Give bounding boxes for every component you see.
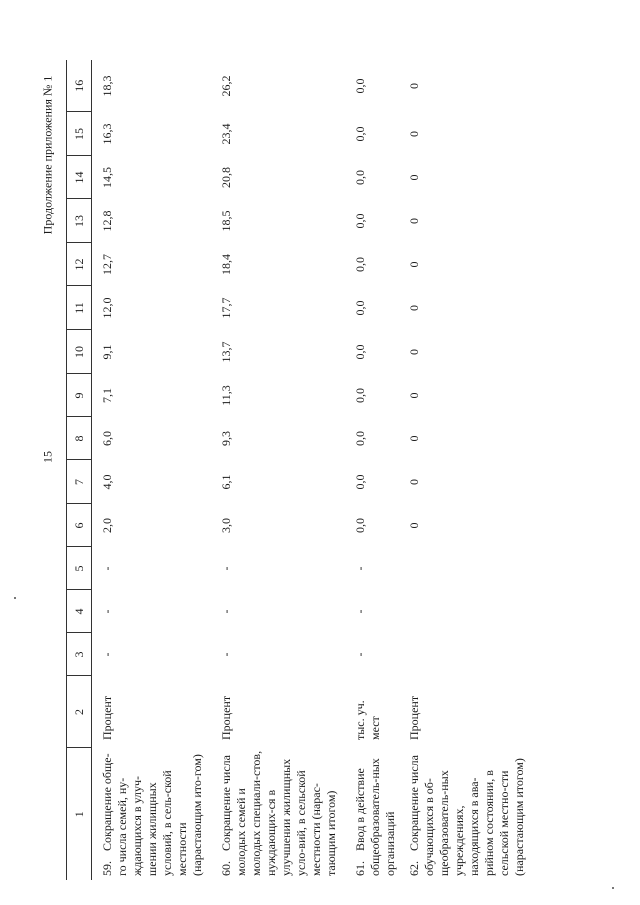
column-header: 3 — [67, 633, 92, 676]
value-cell: - — [352, 566, 367, 571]
column-header: 1 — [67, 748, 92, 880]
indicator-table — [66, 60, 532, 880]
value-cell: 0 — [406, 392, 421, 399]
column-header: 12 — [67, 243, 92, 286]
value-cell: 12,0 — [100, 297, 114, 319]
value-cell: 16,3 — [100, 123, 114, 145]
appendix-label: Продолжение приложения № 1 — [40, 75, 55, 235]
value-cell: 9,1 — [100, 344, 114, 360]
value-cell: - — [218, 609, 233, 614]
value-cell: 7,1 — [100, 388, 114, 403]
value-cell: - — [100, 566, 114, 571]
value-cell: 18,4 — [218, 254, 233, 275]
value-cell — [399, 590, 532, 633]
row-number: 59. — [100, 861, 114, 876]
value-cell: - — [100, 652, 114, 657]
indicator-name-cell — [92, 748, 211, 880]
indicator-name-cell — [211, 748, 345, 880]
scan-speck — [14, 597, 16, 599]
value-cell: - — [100, 609, 114, 614]
unit-cell: Процент — [406, 695, 421, 740]
value-cell: - — [352, 652, 367, 657]
value-cell: 0,0 — [352, 213, 367, 229]
unit-cell: Процент — [218, 695, 233, 740]
value-cell: 0 — [406, 218, 421, 224]
value-cell: 0 — [406, 261, 421, 268]
value-cell: 0,0 — [352, 126, 367, 142]
indicator-name: Сокращение числа молодых семей и молодых специали-стов, нуждающих-ся в улучшении жилищных усло-вий, в сельской местности (нарас-тающим итогом) — [218, 750, 338, 876]
column-header: 2 — [67, 676, 92, 748]
value-cell: 6,0 — [100, 431, 114, 446]
column-header: 8 — [67, 417, 92, 460]
indicator-name: Сокращение обще-го числа семей, ну-ждающихся в улуч-шении жилищных условий, в сель-ской местности (нарастающим ито-гом) — [100, 753, 204, 876]
column-header: 7 — [67, 460, 92, 504]
indicator-name: Ввод в действие общеобразователь-ных организаций — [352, 758, 397, 876]
value-cell — [399, 547, 532, 590]
value-cell: 0,0 — [352, 170, 367, 185]
value-cell: 23,4 — [218, 123, 233, 145]
value-cell: 0 — [406, 305, 421, 311]
table-row — [399, 60, 532, 880]
column-header: 14 — [67, 156, 92, 199]
table-row — [92, 60, 211, 880]
unit-cell: Процент — [100, 695, 114, 740]
page-number: 15 — [40, 451, 55, 463]
value-cell: 12,8 — [100, 210, 114, 232]
value-cell: - — [218, 566, 233, 571]
column-header: 5 — [67, 547, 92, 590]
value-cell: - — [218, 652, 233, 657]
value-cell: 0 — [406, 174, 421, 181]
value-cell: - — [352, 609, 367, 614]
value-cell: 18,5 — [218, 210, 233, 232]
value-cell: 0,0 — [352, 300, 367, 316]
value-cell: 13,7 — [218, 341, 233, 363]
indicator-name-cell — [399, 748, 532, 880]
value-cell: 4,0 — [100, 474, 114, 490]
value-cell: 26,2 — [218, 75, 233, 97]
value-cell: 11,3 — [218, 385, 233, 406]
column-header: 10 — [67, 330, 92, 374]
table-row — [211, 60, 345, 880]
value-cell: 0 — [406, 349, 421, 355]
unit-cell: тыс. уч. мест — [352, 700, 382, 740]
value-cell: 17,7 — [218, 297, 233, 319]
rotated-table-container — [66, 60, 526, 880]
column-header: 15 — [67, 112, 92, 156]
column-header: 6 — [67, 504, 92, 547]
value-cell: 14,5 — [100, 167, 114, 188]
value-cell: 0,0 — [352, 78, 367, 94]
value-cell: 0,0 — [352, 431, 367, 446]
value-cell: 6,1 — [218, 474, 233, 490]
value-cell: 0,0 — [352, 257, 367, 272]
value-cell: 0,0 — [352, 518, 367, 533]
value-cell: 9,3 — [218, 431, 233, 446]
value-cell: 2,0 — [100, 518, 114, 533]
value-cell: 0,0 — [352, 388, 367, 403]
scan-speck — [612, 887, 614, 889]
table-row — [345, 60, 399, 880]
column-header: 9 — [67, 374, 92, 417]
column-header-row — [67, 60, 92, 880]
value-cell: 0 — [406, 522, 421, 529]
value-cell: 18,3 — [100, 75, 114, 97]
value-cell: 3,0 — [218, 518, 233, 533]
indicator-name: Сокращение числа обучающихся в об-щеобразователь-ных учреждениях, находящихся в ава-рийном состоянии, в сельской местно-сти (нарастающим итогом) — [406, 755, 526, 876]
value-cell: 0,0 — [352, 474, 367, 490]
column-header: 11 — [67, 286, 92, 330]
row-number: 62. — [406, 861, 421, 876]
value-cell: 0 — [406, 83, 421, 89]
value-cell: 0 — [406, 435, 421, 442]
column-header: 16 — [67, 60, 92, 112]
value-cell: 0 — [406, 131, 421, 137]
indicator-name-cell — [345, 748, 399, 880]
row-number: 61. — [352, 861, 367, 876]
column-header: 13 — [67, 199, 92, 243]
value-cell: 0,0 — [352, 344, 367, 360]
value-cell: 12,7 — [100, 254, 114, 275]
value-cell: 0 — [406, 479, 421, 485]
value-cell — [399, 633, 532, 676]
column-header: 4 — [67, 590, 92, 633]
row-number: 60. — [218, 861, 233, 876]
value-cell: 20,8 — [218, 167, 233, 188]
